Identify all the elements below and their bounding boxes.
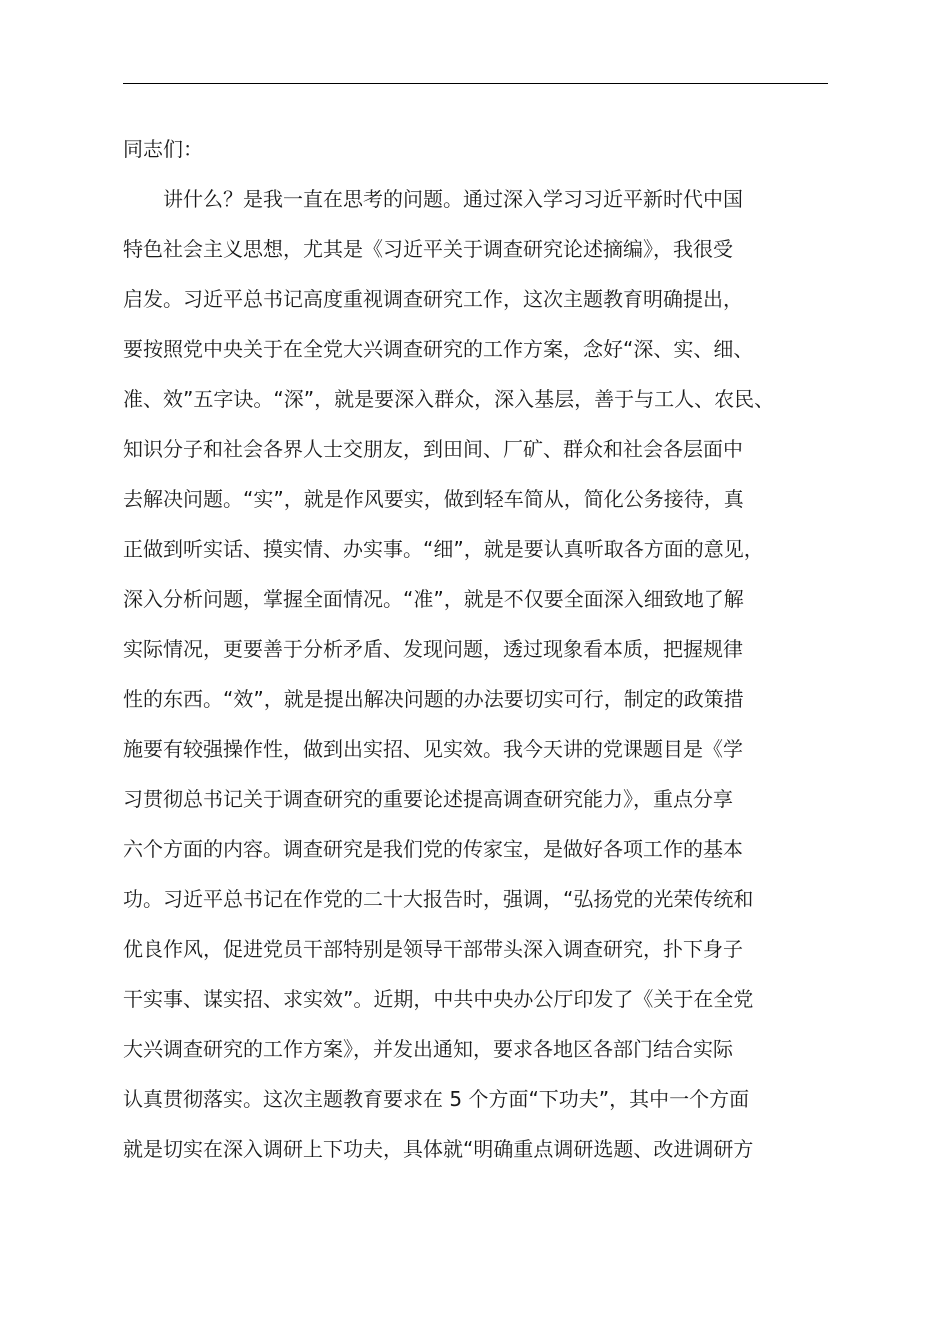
paragraph-line: 优良作风，促进党员干部特别是领导干部带头深入调查研究，扑下身子 xyxy=(123,937,743,961)
header-rule xyxy=(123,83,828,84)
paragraph-line: 知识分子和社会各界人士交朋友，到田间、厂矿、群众和社会各层面中 xyxy=(123,437,743,461)
paragraph-line: 干实事、谋实招、求实效”。近期，中共中央办公厅印发了《关于在全党 xyxy=(123,987,754,1011)
document-body xyxy=(123,124,863,1174)
paragraph-line: 认真贯彻落实。这次主题教育要求在 5 个方面“下功夫”，其中一个方面 xyxy=(123,1087,750,1111)
paragraph-line: 特色社会主义思想，尤其是《习近平关于调查研究论述摘编》，我很受 xyxy=(123,237,733,261)
paragraph-line: 大兴调查研究的工作方案》，并发出通知，要求各地区各部门结合实际 xyxy=(123,1037,733,1061)
paragraph-line: 正做到听实话、摸实情、办实事。“细”，就是要认真听取各方面的意见， xyxy=(123,537,764,561)
paragraph-line: 功。习近平总书记在作党的二十大报告时，强调，“弘扬党的光荣传统和 xyxy=(123,887,754,911)
paragraph-line: 要按照党中央关于在全党大兴调查研究的工作方案，念好“深、实、细、 xyxy=(123,337,754,361)
paragraph-line: 深入分析问题，掌握全面情况。“准”，就是不仅要全面深入细致地了解 xyxy=(123,587,744,611)
paragraph-line: 讲什么？是我一直在思考的问题。通过深入学习习近平新时代中国 xyxy=(163,187,743,211)
paragraph-line: 施要有较强操作性，做到出实招、见实效。我今天讲的党课题目是《学 xyxy=(123,737,743,761)
paragraph-line: 去解决问题。“实”，就是作风要实，做到轻车简从，简化公务接待，真 xyxy=(123,487,744,511)
paragraph-line: 六个方面的内容。调查研究是我们党的传家宝，是做好各项工作的基本 xyxy=(123,837,743,861)
paragraph-line: 就是切实在深入调研上下功夫，具体就“明确重点调研选题、改进调研方 xyxy=(123,1137,754,1161)
paragraph-line: 准、效”五字诀。“深”，就是要深入群众，深入基层，善于与工人、农民、 xyxy=(123,387,775,411)
salutation: 同志们： xyxy=(123,137,203,161)
paragraph-line: 实际情况，更要善于分析矛盾、发现问题，透过现象看本质，把握规律 xyxy=(123,637,743,661)
paragraph-line: 性的东西。“效”，就是提出解决问题的办法要切实可行，制定的政策措 xyxy=(123,687,744,711)
paragraph-line: 习贯彻总书记关于调查研究的重要论述提高调查研究能力》，重点分享 xyxy=(123,787,733,811)
paragraph-line: 启发。习近平总书记高度重视调查研究工作，这次主题教育明确提出， xyxy=(123,287,743,311)
